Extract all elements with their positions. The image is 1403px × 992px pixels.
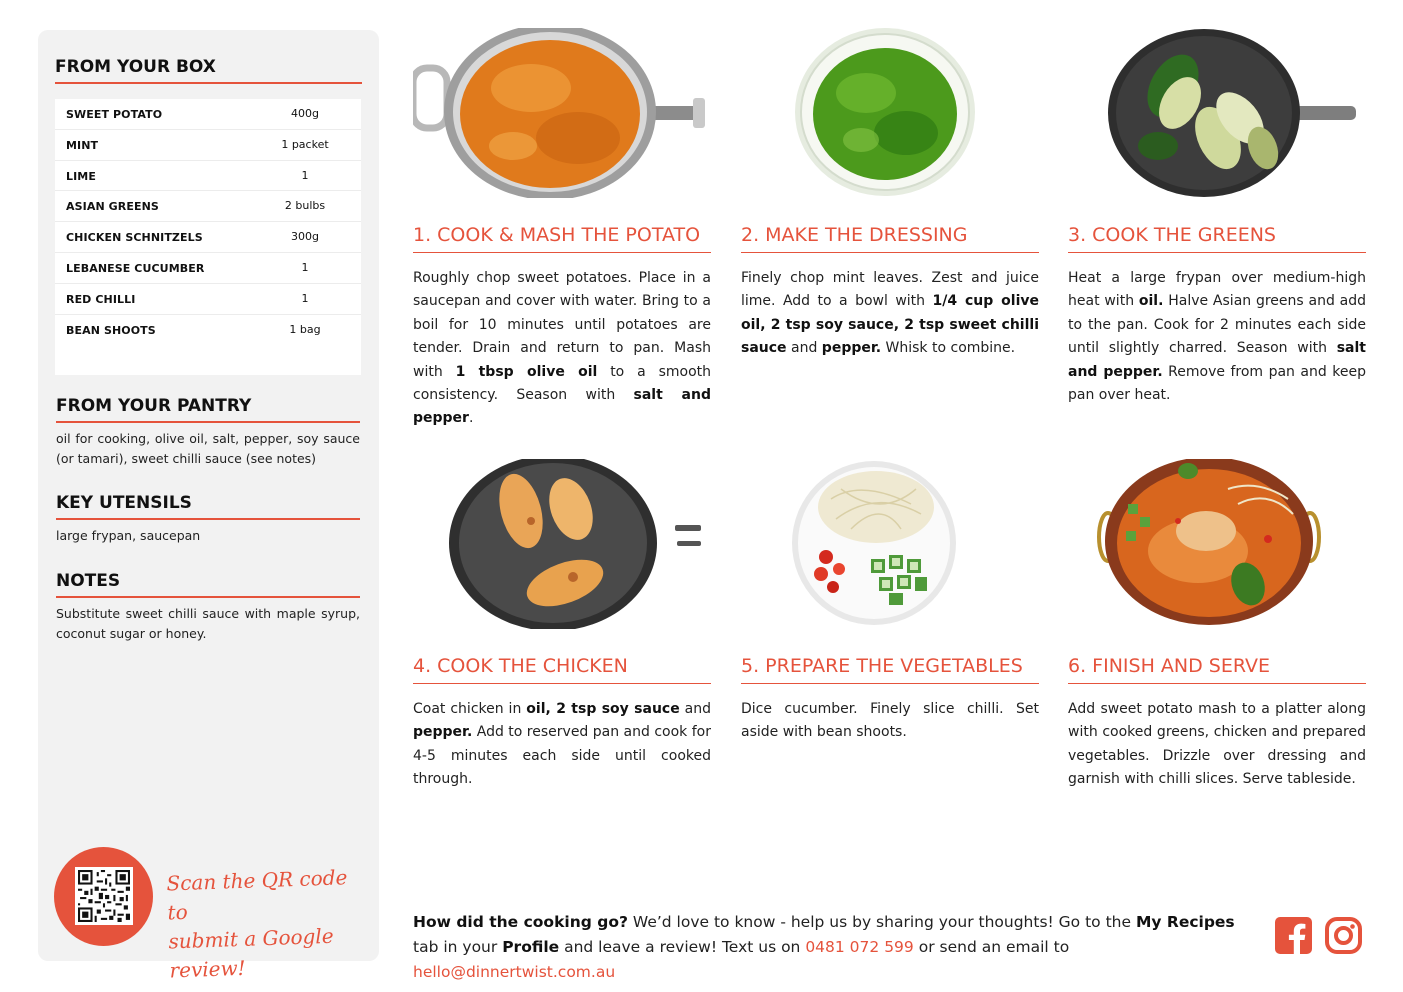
feedback-message	[413, 910, 1253, 985]
divider	[55, 82, 362, 84]
ingredient-row	[55, 161, 361, 192]
bold-ingredient: oil.	[1138, 293, 1164, 310]
text-fragment: .	[468, 410, 474, 427]
step-6	[1068, 459, 1366, 788]
finished-dish-platter-image	[1068, 459, 1366, 629]
ingredient-row	[55, 284, 361, 315]
ingredient-quantity: 300g	[291, 230, 319, 244]
qr-caption-line2: submit a Google review!	[168, 923, 334, 983]
ingredient-name: RED CHILLI	[66, 292, 136, 306]
text-fragment: Add to reserved pan and cook for 4-5 minutes each side until cooked through.	[413, 724, 711, 788]
step-5-title: 5. PREPARE THE VEGETABLES	[741, 655, 1039, 684]
mashed-potato-pot-image	[413, 28, 711, 198]
qr-caption	[166, 863, 370, 986]
ingredient-row	[55, 315, 361, 346]
step-1-instructions	[413, 267, 711, 431]
bold-ingredient: pepper.	[413, 724, 473, 741]
ingredient-name: LIME	[66, 169, 96, 183]
ingredient-quantity: 2 bulbs	[284, 199, 326, 213]
step-3-instructions	[1068, 267, 1366, 407]
text-fragment: and	[679, 701, 712, 717]
contact-link[interactable]: hello@dinnertwist.com.au	[413, 963, 616, 981]
step-4-instructions	[413, 698, 711, 792]
facebook-icon[interactable]	[1275, 917, 1312, 954]
text-fragment: Coat chicken in	[413, 701, 527, 717]
ingredient-name: BEAN SHOOTS	[66, 323, 156, 337]
ingredient-quantity: 1 bag	[289, 322, 321, 336]
ingredient-name: LEBANESE CUCUMBER	[66, 261, 205, 275]
chicken-frypan-image	[413, 459, 711, 629]
text-fragment: Whisk to combine.	[881, 340, 1016, 357]
bold-ingredient: Profile	[502, 938, 560, 956]
notes-text: Substitute sweet chilli sauce with maple syrup, coconut sugar or honey.	[56, 606, 360, 641]
text-fragment: We’d love to know - help us by sharing your thoughts! Go to the	[627, 913, 1136, 931]
ingredient-name: SWEET POTATO	[66, 108, 163, 121]
ingredient-name: ASIAN GREENS	[66, 200, 159, 214]
ingredient-quantity: 1	[301, 260, 309, 274]
step-3	[1068, 28, 1366, 404]
ingredient-row	[55, 191, 361, 222]
contact-link[interactable]: 0481 072 599	[805, 938, 914, 956]
bold-ingredient: 1/4 cup olive oil, 2 tsp soy sauce, 2 tsp sweet chilli sauce	[741, 293, 1039, 357]
ingredient-row	[55, 130, 361, 161]
text-fragment: Remove from pan and keep pan over heat.	[1068, 363, 1366, 404]
step-2-title: 2. MAKE THE DRESSING	[741, 224, 1039, 253]
ingredient-quantity: 1 packet	[281, 137, 329, 151]
step-2	[741, 28, 1039, 357]
utensils-title: KEY UTENSILS	[56, 493, 360, 520]
text-fragment: or send an email to	[913, 938, 1070, 956]
bold-ingredient: 1 tbsp olive oil	[455, 363, 598, 380]
ingredients-sidebar	[38, 30, 379, 983]
asian-greens-frypan-image	[1068, 28, 1366, 198]
qr-code-image	[78, 870, 130, 922]
text-fragment: Roughly chop sweet potatoes. Place in a saucepan and cover with water. Bring to a boil for 10 minutes until potatoes are tender. Drain and return to pan. Mash with	[413, 270, 711, 380]
ingredient-row	[55, 222, 361, 253]
text-fragment: to a smooth consistency. Season with	[413, 363, 711, 404]
text-fragment: Finely chop mint leaves. Zest and juice lime. Add to a bowl with	[741, 270, 1039, 310]
step-3-title: 3. COOK THE GREENS	[1068, 224, 1366, 253]
ingredient-quantity: 1	[301, 168, 309, 182]
step-2-instructions	[741, 267, 1039, 361]
prepared-vegetables-plate-image	[741, 459, 1039, 629]
bold-ingredient: My Recipes	[1135, 913, 1235, 931]
ingredient-name: MINT	[66, 138, 99, 152]
ingredient-name: CHICKEN SCHNITZELS	[66, 231, 203, 245]
bold-ingredient: salt and pepper.	[1068, 340, 1366, 380]
text-fragment: and leave a review! Text us on	[559, 938, 806, 956]
notes-title: NOTES	[56, 571, 360, 598]
pantry-text: oil for cooking, olive oil, salt, pepper, soy sauce (or tamari), sweet chilli sauce (see notes)	[56, 431, 360, 466]
bold-ingredient: pepper.	[821, 340, 882, 357]
step-5-instructions	[741, 698, 1039, 745]
pantry-title: FROM YOUR PANTRY	[56, 396, 360, 423]
bold-ingredient: oil, 2 tsp soy sauce	[526, 701, 680, 717]
pantry-section	[56, 396, 360, 469]
bold-ingredient: salt and pepper	[413, 387, 711, 427]
ingredient-quantity: 400g	[291, 107, 319, 120]
text-fragment: Dice cucumber. Finely slice chilli. Set aside with bean shoots.	[741, 701, 1039, 741]
step-5	[741, 459, 1039, 741]
ingredients-table	[55, 99, 361, 375]
utensils-section	[56, 493, 360, 546]
step-6-title: 6. FINISH AND SERVE	[1068, 655, 1366, 684]
text-fragment: tab in your	[413, 938, 503, 956]
step-4	[413, 459, 712, 788]
step-1	[413, 28, 711, 427]
text-fragment: Heat a large frypan over medium-high heat with	[1068, 270, 1366, 310]
from-your-box-title: FROM YOUR BOX	[55, 57, 216, 77]
step-6-instructions	[1068, 698, 1366, 792]
text-fragment: and	[786, 340, 822, 357]
text-fragment: Halve Asian greens and add to the pan. Cook for 2 minutes each side until slightly charred. Season with	[1068, 293, 1366, 357]
text-fragment: Add sweet potato mash to a platter along with cooked greens, chicken and prepared vegetables. Drizzle over dressing and garnish with chilli slices. Serve tableside.	[1068, 701, 1366, 788]
ingredient-row	[55, 253, 361, 284]
qr-badge[interactable]	[54, 847, 153, 946]
qr-caption-line1: Scan the QR code to	[166, 865, 348, 925]
ingredient-row	[55, 99, 361, 130]
mint-dressing-bowl-image	[741, 28, 1039, 198]
instagram-icon[interactable]	[1325, 917, 1362, 954]
notes-section	[56, 571, 360, 644]
qr-code[interactable]	[75, 867, 133, 925]
step-1-title: 1. COOK & MASH THE POTATO	[413, 224, 711, 253]
utensils-text: large frypan, saucepan	[56, 528, 201, 543]
ingredient-quantity: 1	[301, 291, 309, 305]
step-4-title: 4. COOK THE CHICKEN	[413, 655, 711, 684]
bold-ingredient: How did the cooking go?	[413, 913, 628, 931]
